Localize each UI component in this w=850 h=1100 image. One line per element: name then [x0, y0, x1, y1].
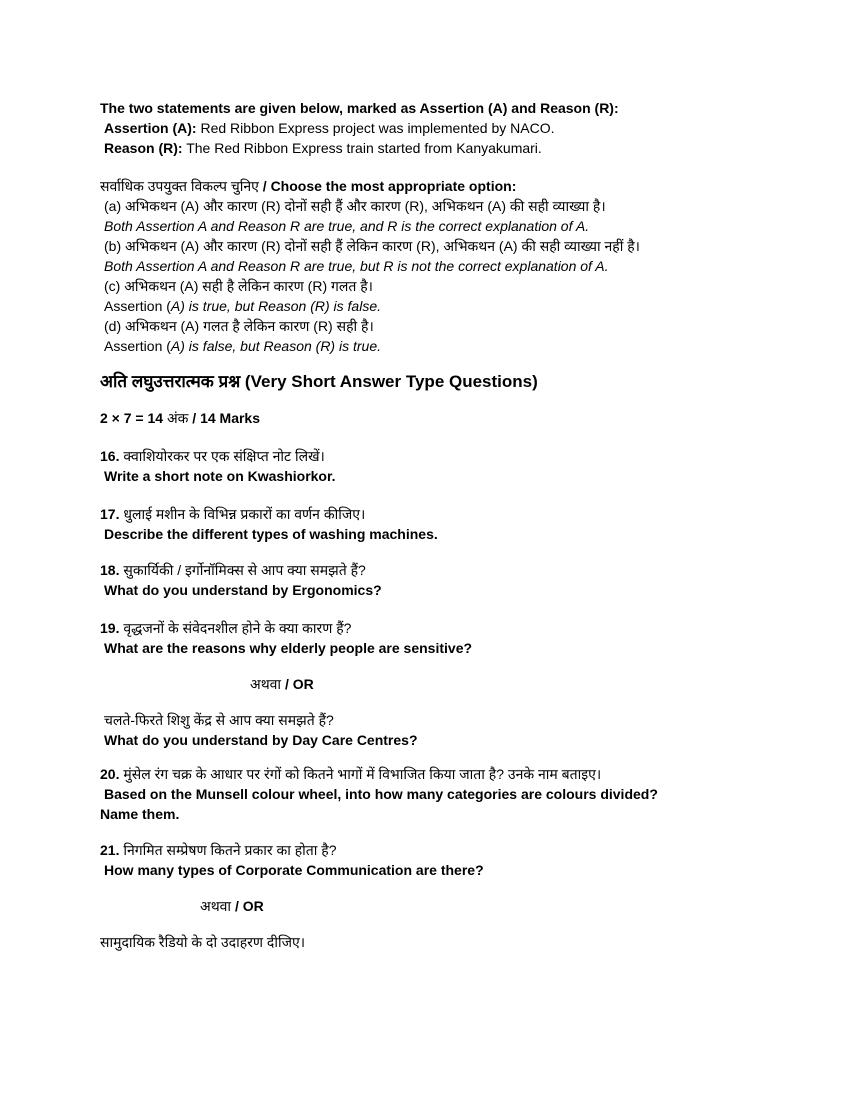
q20-number: 20. — [100, 766, 120, 782]
option-c-hi: (c) अभिकथन (A) सही है लेकिन कारण (R) गलत है। — [104, 278, 373, 294]
section-marks — [100, 408, 760, 428]
option-d-en-rest: A) is false, but Reason (R) is true. — [170, 338, 381, 354]
reason-statement — [100, 138, 760, 158]
option-b-hi: (b) अभिकथन (A) और कारण (R) दोनों सही हैं लेकिन कारण (R), अभिकथन (A) की सही व्याख्या नहीं है। — [104, 238, 640, 254]
q18-number: 18. — [100, 562, 120, 578]
q18-en: What do you understand by Ergonomics? — [104, 582, 382, 598]
option-d-hi: (d) अभिकथन (A) गलत है लेकिन कारण (R) सही है। — [104, 318, 374, 334]
q16-hi-text: क्वाशियोरकर पर एक संक्षिप्त नोट लिखें। — [119, 448, 325, 464]
q19-en: What are the reasons why elderly people are sensitive? — [104, 640, 473, 656]
option-a-hi: (a) अभिकथन (A) और कारण (R) दोनों सही हैं और कारण (R), अभिकथन (A) की सही व्याख्या है। — [104, 198, 606, 214]
assertion-statement — [100, 118, 760, 138]
exam-page — [100, 98, 760, 952]
q19b-hi: चलते-फिरते शिशु केंद्र से आप क्या समझते हैं? — [104, 712, 334, 728]
q20-en-line1: Based on the Munsell colour wheel, into how many categories are colours divided? — [104, 786, 658, 802]
assertion-label: Assertion (A): — [104, 120, 197, 136]
or2-en: / OR — [234, 898, 264, 914]
option-c-en-prefix: Assertion ( — [104, 298, 171, 314]
choose-hi: सर्वाधिक उपयुक्त विकल्प चुनिए — [100, 178, 263, 194]
q16-hi — [100, 446, 760, 466]
reason-text: The Red Ribbon Express train started from Kanyakumari. — [182, 140, 542, 156]
option-c-en-rest: A) is true, but Reason (R) is false. — [170, 298, 381, 314]
choose-en: / Choose the most appropriate option: — [262, 178, 517, 194]
or-separator-1 — [100, 674, 760, 694]
q21-en: How many types of Corporate Communication are there? — [104, 862, 484, 878]
choose-option-prompt — [100, 176, 760, 196]
option-d-en-prefix: Assertion ( — [104, 338, 171, 354]
q20-hi — [100, 764, 760, 784]
section-title: अति लघुउत्तरात्मक प्रश्न (Very Short Answer Type Questions) — [100, 372, 538, 391]
q18-hi — [100, 560, 760, 580]
q17-hi-text: धुलाई मशीन के विभिन्न प्रकारों का वर्णन कीजिए। — [119, 506, 366, 522]
q21-number: 21. — [100, 842, 120, 858]
or1-en: / OR — [284, 676, 314, 692]
q17-en: Describe the different types of washing machines. — [104, 526, 438, 542]
q16-number: 16. — [100, 448, 120, 464]
q17-number: 17. — [100, 506, 120, 522]
q19-hi — [100, 618, 760, 638]
q21-hi-text: निगमित सम्प्रेषण कितने प्रकार का होता है? — [119, 842, 337, 858]
reason-label: Reason (R): — [104, 140, 183, 156]
option-a-en: Both Assertion A and Reason R are true, and R is the correct explanation of A. — [104, 218, 590, 234]
marks-prefix: 2 × 7 = 14 — [100, 410, 167, 426]
q19b-en: What do you understand by Day Care Centres? — [104, 732, 418, 748]
q16-en: Write a short note on Kwashiorkor. — [104, 468, 336, 484]
option-c-en — [100, 296, 760, 316]
q21-hi — [100, 840, 760, 860]
or2-hi: अथवा — [200, 898, 235, 914]
q18-hi-text: सुकार्यिकी / इर्गोनॉमिक्स से आप क्या समझते हैं? — [119, 562, 366, 578]
marks-en: / 14 Marks — [188, 410, 261, 426]
q19-number: 19. — [100, 620, 120, 636]
assertion-intro: The two statements are given below, marked as Assertion (A) and Reason (R): — [100, 100, 619, 116]
q21b-hi: सामुदायिक रैडियो के दो उदाहरण दीजिए। — [100, 934, 306, 950]
q20-en-line2: Name them. — [100, 806, 180, 822]
q20-hi-text: मुंसेल रंग चक्र के आधार पर रंगों को कितने भागों में विभाजित किया जाता है? उनके नाम बताइए। — [119, 766, 602, 782]
q19-hi-text: वृद्धजनों के संवेदनशील होने के क्या कारण हैं? — [119, 620, 352, 636]
marks-hi: अंक — [166, 410, 189, 426]
assertion-text: Red Ribbon Express project was implemented by NACO. — [196, 120, 555, 136]
option-b-en: Both Assertion A and Reason R are true, but R is not the correct explanation of A. — [104, 258, 609, 274]
option-d-en — [100, 336, 760, 356]
q17-hi — [100, 504, 760, 524]
or1-hi: अथवा — [250, 676, 285, 692]
or-separator-2 — [100, 896, 760, 916]
